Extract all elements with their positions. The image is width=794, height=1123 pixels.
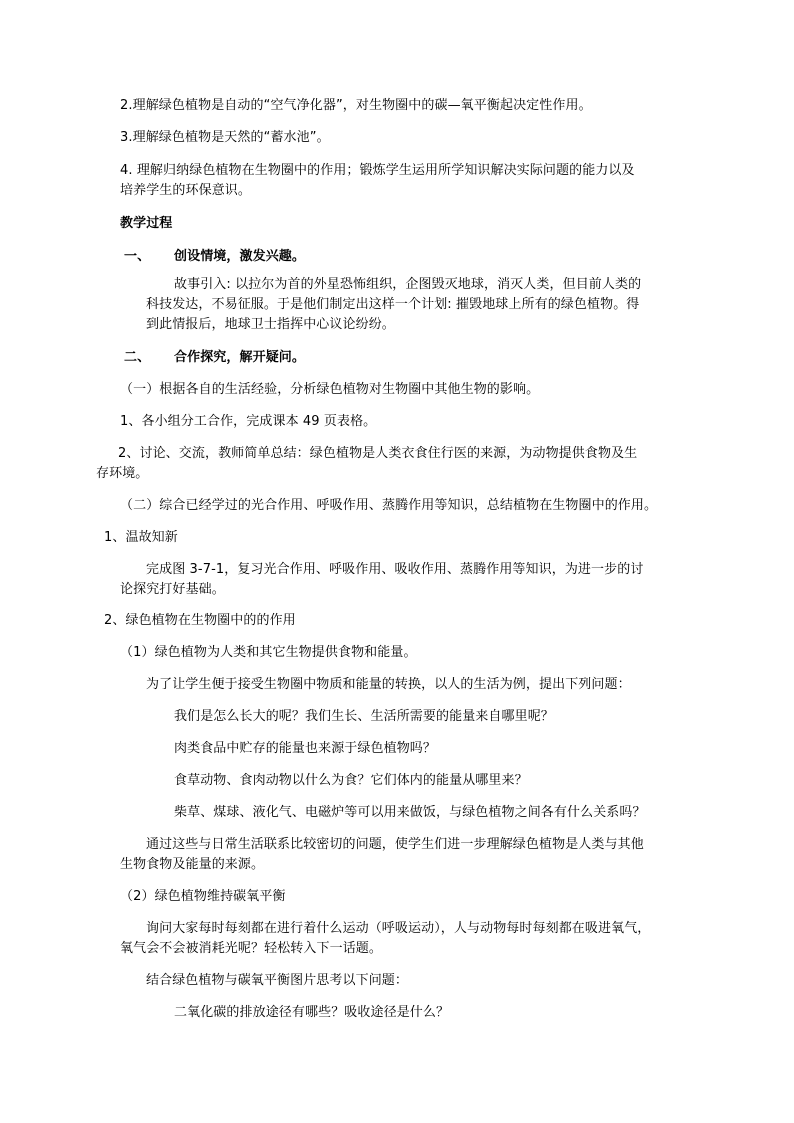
- question-2: 肉类食品中贮存的能量也来源于绿色植物吗？: [174, 741, 437, 756]
- part-2-item-1-text-line1: 完成图 3-7-1，复习光合作用、呼吸作用、吸收作用、蒸腾作用等知识，为进一步的讨: [146, 562, 644, 577]
- step-2-number: 二、: [124, 350, 151, 365]
- part-2-item-2-title: 2、绿色植物在生物圈中的的作用: [104, 613, 296, 628]
- part-1-item-2-line2: 存环境。: [96, 466, 149, 481]
- story-line1: 故事引入: 以拉尔为首的外星恐怖组织，企图毁灭地球，消灭人类，但目前人类的: [174, 277, 642, 292]
- part-1-item-1: 1、各小组分工合作，完成课本 49 页表格。: [120, 414, 377, 429]
- part-1-item-2-line1: 2、讨论、交流，教师简单总结：绿色植物是人类衣食住行医的来源，为动物提供食物及生: [118, 446, 638, 461]
- subitem-2-prompt: 结合绿色植物与碳氧平衡图片思考以下问题：: [146, 973, 409, 988]
- step-1-number: 一、: [124, 249, 151, 264]
- part-2-intro: （二）综合已经学过的光合作用、呼吸作用、蒸腾作用等知识，总结植物在生物圈中的作用。: [120, 498, 658, 513]
- objective-3: 3.理解绿色植物是天然的“蓄水池”。: [120, 130, 330, 145]
- objective-4-line1: 4. 理解归纳绿色植物在生物圈中的作用；锻炼学生运用所学知识解决实际问题的能力以及: [120, 163, 635, 178]
- subitem-2-text-line2: 氧气会不会被消耗光呢？轻松转入下一话题。: [120, 941, 383, 956]
- step-1-title: 创设情境，激发兴趣。: [174, 249, 306, 264]
- part-2-item-1-text-line2: 论探究打好基础。: [120, 582, 225, 597]
- part-1-intro: （一）根据各自的生活经验，分析绿色植物对生物圈中其他生物的影响。: [120, 382, 540, 397]
- subitem-2-text-line1: 询问大家每时每刻都在进行着什么运动（呼吸运动），人与动物每时每刻都在吸进氧气，: [146, 921, 651, 936]
- question-1: 我们是怎么长大的呢？我们生长、生活所需要的能量来自哪里呢？: [174, 709, 554, 724]
- subitem-1-intro: 为了让学生便于接受生物圈中物质和能量的转换，以人的生活为例，提出下列问题：: [146, 677, 631, 692]
- objective-4-line2: 培养学生的环保意识。: [120, 183, 252, 198]
- story-line2: 科技发达，不易征服。于是他们制定出这样一个计划: 摧毁地球上所有的绿色植物。得: [146, 297, 640, 312]
- question-5: 二氧化碳的排放途径有哪些？吸收途径是什么？: [174, 1005, 450, 1020]
- summary-line1: 通过这些与日常生活联系比较密切的问题，使学生们进一步理解绿色植物是人类与其他: [146, 837, 644, 852]
- subitem-2-title: （2）绿色植物维持碳氧平衡: [120, 889, 286, 904]
- step-2-title: 合作探究，解开疑问。: [174, 350, 306, 365]
- summary-line2: 生物食物及能量的来源。: [120, 857, 265, 872]
- part-2-item-1-title: 1、温故知新: [104, 530, 178, 545]
- objective-2: 2.理解绿色植物是自动的“空气净化器”，对生物圈中的碳—氧平衡起决定性作用。: [120, 98, 592, 113]
- question-4: 柴草、煤球、液化气、电磁炉等可以用来做饭，与绿色植物之间各有什么关系吗？: [174, 805, 646, 820]
- section-heading-teaching-process: 教学过程: [120, 216, 173, 231]
- subitem-1-title: （1）绿色植物为人类和其它生物提供食物和能量。: [120, 645, 417, 660]
- story-line3: 到此情报后，地球卫士指挥中心议论纷纷。: [146, 317, 395, 332]
- question-3: 食草动物、食肉动物以什么为食？它们体内的能量从哪里来？: [174, 773, 528, 788]
